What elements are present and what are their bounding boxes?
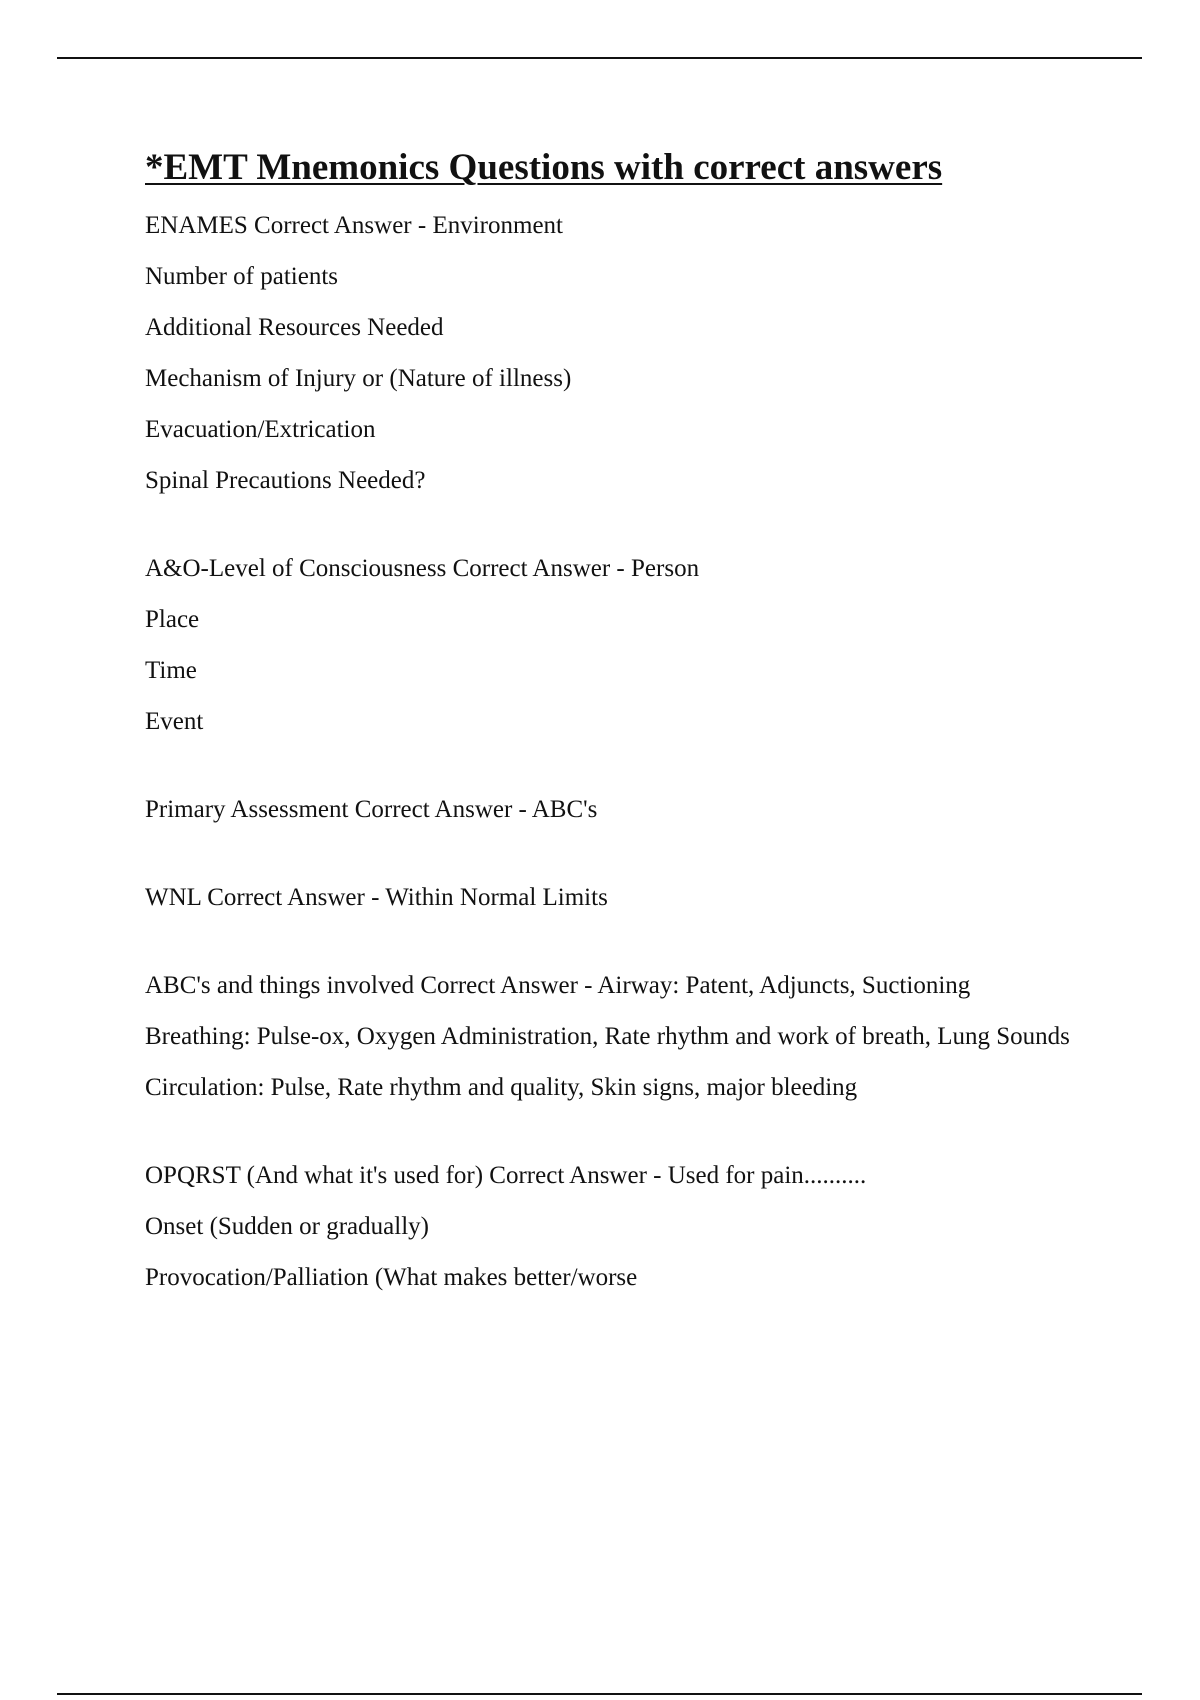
qa-line: Breathing: Pulse-ox, Oxygen Administration, Rate rhythm and work of breath, Lung Sounds bbox=[145, 1023, 1070, 1050]
qa-line: A&O-Level of Consciousness Correct Answer - Person bbox=[145, 555, 700, 582]
qa-block-abcs bbox=[145, 968, 1105, 1106]
qa-line: Event bbox=[145, 708, 204, 735]
qa-line: Spinal Precautions Needed? bbox=[145, 467, 426, 494]
footer-rule bbox=[57, 1693, 1142, 1695]
qa-line: Mechanism of Injury or (Nature of illness) bbox=[145, 365, 572, 392]
qa-line: Place bbox=[145, 606, 200, 633]
qa-block-opqrst bbox=[145, 1158, 1105, 1296]
qa-block-wnl bbox=[145, 880, 1105, 916]
qa-line: WNL Correct Answer - Within Normal Limits bbox=[145, 884, 608, 911]
document-body bbox=[145, 142, 1105, 1348]
qa-line: Provocation/Palliation (What makes better/worse bbox=[145, 1264, 638, 1291]
qa-line: Onset (Sudden or gradually) bbox=[145, 1213, 429, 1240]
qa-block-level-of-consciousness bbox=[145, 551, 1105, 740]
qa-block-primary-assessment bbox=[145, 792, 1105, 828]
qa-line: Additional Resources Needed bbox=[145, 314, 444, 341]
qa-line: Evacuation/Extrication bbox=[145, 416, 376, 443]
qa-line: Number of patients bbox=[145, 263, 339, 290]
qa-line: OPQRST (And what it's used for) Correct Answer - Used for pain.......... bbox=[145, 1162, 867, 1189]
document-title: *EMT Mnemonics Questions with correct answers bbox=[145, 147, 943, 188]
qa-line: Primary Assessment Correct Answer - ABC's bbox=[145, 796, 598, 823]
qa-line: Circulation: Pulse, Rate rhythm and quality, Skin signs, major bleeding bbox=[145, 1074, 858, 1101]
header-rule bbox=[57, 57, 1142, 59]
qa-block-enames bbox=[145, 208, 1105, 499]
qa-line: ENAMES Correct Answer - Environment bbox=[145, 212, 563, 239]
qa-line: Time bbox=[145, 657, 197, 684]
qa-line: ABC's and things involved Correct Answer - Airway: Patent, Adjuncts, Suctioning bbox=[145, 972, 971, 999]
